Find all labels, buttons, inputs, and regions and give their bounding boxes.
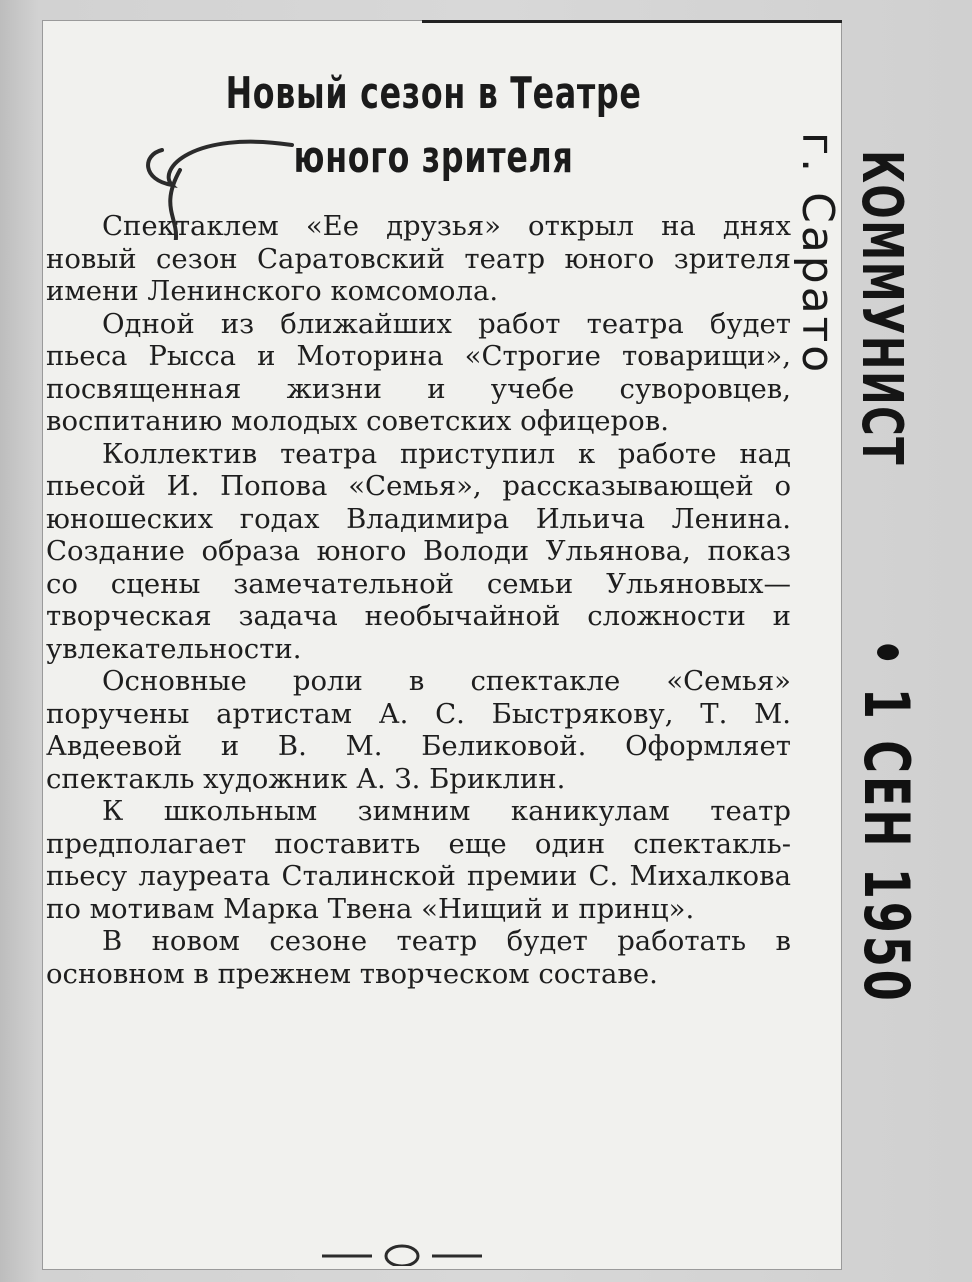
paragraph-3: Коллектив театра приступил к работе над пьесой И. Попова «Семья», рассказывающей о юношеских годах Владимира Ильича Ленина. Создание образа юного Володи Ульянова, показ со сцены замечательной семьи Ульяновых— творческая задача необычайной сложности и увлекательности. [46,437,791,665]
paragraph-5: К школьным зимним каникулам театр предполагает поставить еще один спектакль-пьесу лауреата Сталинской премии С. Михалкова по мотивам Марка Твена «Нищий и принц». [46,795,791,925]
stamp-city: г. Сарато [792,132,843,376]
archive-stamp [792,60,965,1060]
paragraph-6: В новом сезоне театр будет работать в основном в прежнем творческом составе. [46,925,791,990]
article-body [46,210,791,990]
stamp-newspaper-text: КОММУНИСТ [849,150,914,467]
paragraph-1: Спектаклем «Ее друзья» открыл на днях новый сезон Саратовский театр юного зрителя имени Ленинского комсомола. [46,210,791,307]
stamp-date-text: • 1 СЕН 1950 [850,638,923,1004]
headline-line-1: Новый сезон в Театре [225,68,642,119]
top-rule [422,20,842,23]
stamp-date [850,638,923,1146]
paragraph-4: Основные роли в спектакле «Семья» поручены артистам А. С. Быстрякову, Т. М. Авдеевой и В. М. Беликовой. Оформляет спектакль художник А. З. Бриклин. [46,665,791,795]
paragraph-2: Одной из ближайших работ театра будет пьеса Рысса и Моторина «Строгие товарищи», посвященная жизни и учебе суворовцев, воспитанию молодых советских офицеров. [46,307,791,437]
headline-line-2: юного зрителя [293,132,574,183]
stamp-newspaper-name [849,150,914,589]
newspaper-clipping [42,20,842,1270]
end-of-article-mark [312,1242,492,1266]
